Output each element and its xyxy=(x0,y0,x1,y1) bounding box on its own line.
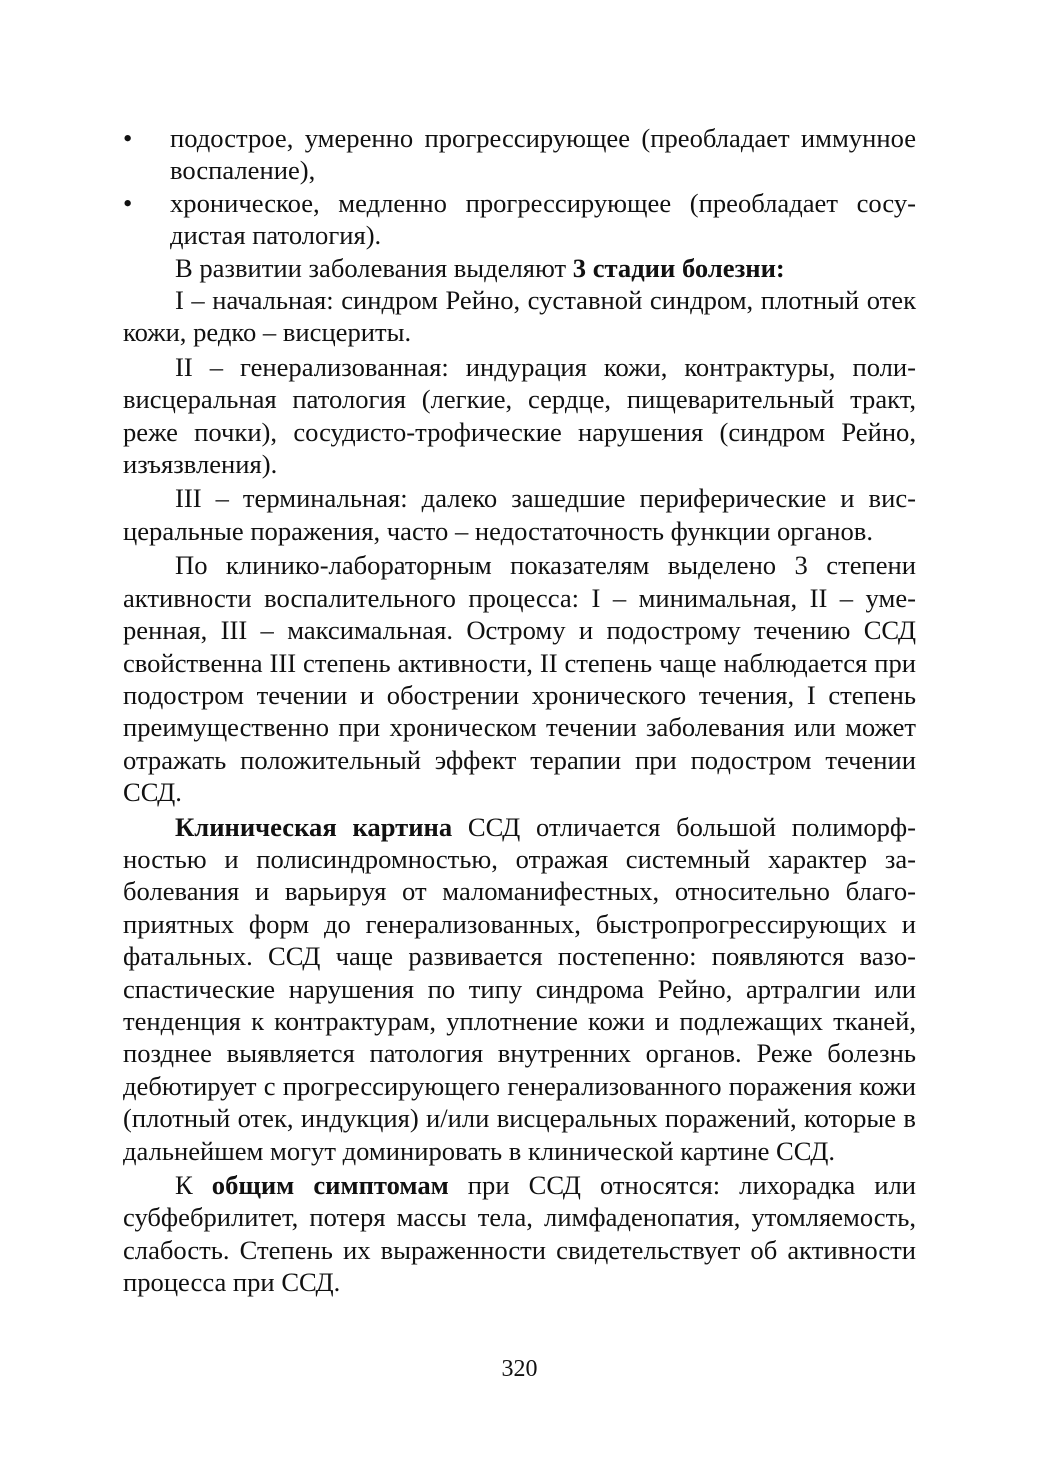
bullet-icon: • xyxy=(123,187,133,218)
list-item xyxy=(123,122,916,187)
stage-2-paragraph: II – генерализованная: индурация кожи, контрактуры, поливисцеральная патология (легкие, сердце, пищеварительный тракт, реже почки), сосудисто-трофические нарушения (синдром Рейно, изъязвления). xyxy=(123,351,916,480)
general-symptoms-paragraph xyxy=(123,1169,916,1299)
activity-paragraph: По клинико-лабораторным показателям выделено 3 степени активности воспалительного процесса: I – минимальная, II – умеренная, III – максимальная. Острому и подострому течению ССД свойственна III степень активности, II степень чаще наблюдается при подостром течении и обострении хронического течения, I степень преимущественно при хроническом течении заболевания или может отражать положительный эффект терапии при подостром течении ССД. xyxy=(123,550,916,808)
clinical-picture-text: ССД отличается большой полиморфностью и полисиндромностью, отражая системный характер заболевания и варьируя от маломанифестных, относительно благоприятных форм до генерализованных, быстропрогрессирующих и фатальных. ССД чаще развивается постепенно: появляются вазоспастические нарушения по типу синдрома Рейно, артралгии или тенденция к контрактурам, уплотнение кожи и подлежащих тканей, позднее выявляется патология внутренних органов. Реже болезнь дебютирует с прогрессирующего генерализованного поражения кожи (плотный отек, индукция) и/или висцеральных поражений, которые в дальнейшем могут доминировать в клинической картине ССД. xyxy=(123,811,917,1166)
list-item-text: хроническое, медленно прогрессирующее (преобладает сосудистая патология). xyxy=(170,187,916,251)
document-page xyxy=(123,122,916,1299)
stage-3-paragraph: III – терминальная: далеко зашедшие периферические и висцеральные поражения, часто – недостаточность функции органов. xyxy=(123,483,916,546)
stages-intro-text: В развитии заболевания выделяют xyxy=(175,252,573,283)
general-symptoms-prefix: К xyxy=(175,1170,212,1200)
stages-intro-bold: 3 стадии болезни: xyxy=(572,252,785,283)
list-item-text: подострое, умеренно прогрессирующее (преобладает иммунное воспаление), xyxy=(170,123,916,186)
stage-1-paragraph: I – начальная: синдром Рейно, суставной синдром, плотный отек кожи, редко – висцериты. xyxy=(123,285,916,348)
page-number: 320 xyxy=(501,1356,538,1382)
bullet-icon: • xyxy=(123,123,133,153)
stages-intro-paragraph xyxy=(123,252,916,284)
clinical-picture-paragraph xyxy=(123,811,916,1167)
general-symptoms-text: при ССД относятся: лихорадка или субфебрилитет, потеря массы тела, лимфаденопатия, утомляемость, слабость. Степень их выраженности свидетельствует об активности процесса при ССД. xyxy=(123,1170,916,1298)
clinical-picture-bold: Клиническая картина xyxy=(175,811,453,842)
general-symptoms-bold: общим симптомам xyxy=(211,1170,449,1200)
list-item xyxy=(123,187,916,252)
course-variants-list xyxy=(123,122,916,252)
